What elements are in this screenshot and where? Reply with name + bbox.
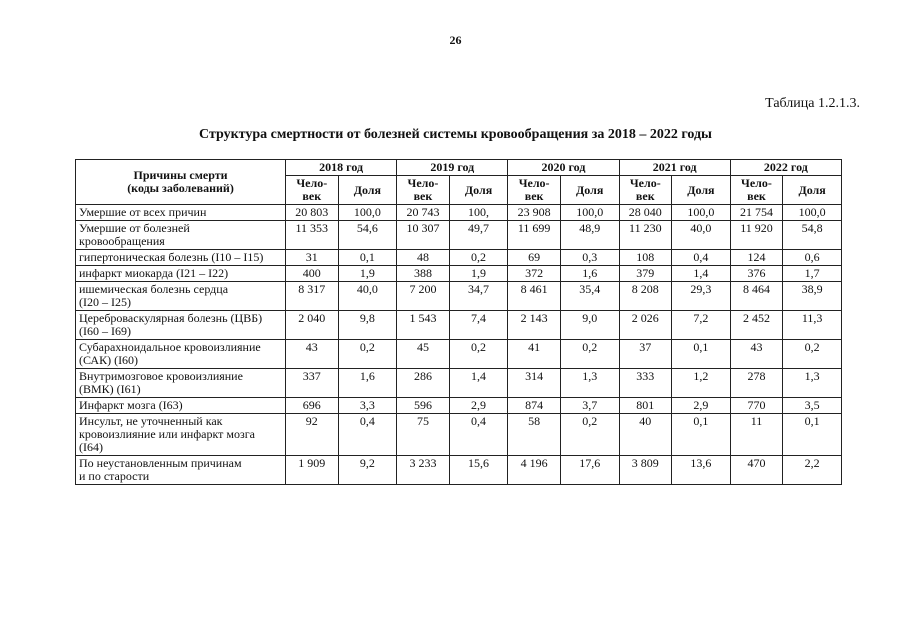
table-row bbox=[76, 340, 842, 369]
cause-line: (I64) bbox=[79, 440, 103, 454]
table-row bbox=[76, 266, 842, 282]
count-cell: 69 bbox=[508, 250, 561, 266]
count-cell: 1 543 bbox=[397, 311, 450, 340]
count-cell: 388 bbox=[397, 266, 450, 282]
count-cell: 337 bbox=[286, 369, 339, 398]
count-cell: 3 233 bbox=[397, 456, 450, 485]
count-cell: 596 bbox=[397, 398, 450, 414]
cause-cell bbox=[76, 266, 286, 282]
count-cell: 801 bbox=[619, 398, 672, 414]
count-header-line: Чело- bbox=[518, 176, 550, 190]
cause-cell bbox=[76, 340, 286, 369]
count-cell: 58 bbox=[508, 414, 561, 456]
cause-line: (САК) (I60) bbox=[79, 353, 139, 367]
share-cell: 0,2 bbox=[560, 414, 619, 456]
count-cell: 43 bbox=[730, 340, 783, 369]
share-cell: 13,6 bbox=[672, 456, 731, 485]
cause-line: ишемическая болезнь сердца bbox=[79, 282, 229, 296]
count-cell: 23 908 bbox=[508, 205, 561, 221]
share-cell: 54,8 bbox=[783, 221, 842, 250]
cause-line: Инсульт, не уточненный как bbox=[79, 414, 223, 428]
count-header-line: век bbox=[413, 189, 433, 203]
share-cell: 15,6 bbox=[449, 456, 508, 485]
count-cell: 400 bbox=[286, 266, 339, 282]
share-column-header: Доля bbox=[338, 176, 397, 205]
count-cell: 43 bbox=[286, 340, 339, 369]
count-cell: 10 307 bbox=[397, 221, 450, 250]
cause-line: и по старости bbox=[79, 469, 150, 483]
table-title: Структура смертности от болезней системы кровообращения за 2018 – 2022 годы bbox=[199, 127, 712, 142]
share-cell: 1,3 bbox=[783, 369, 842, 398]
share-cell: 2,9 bbox=[672, 398, 731, 414]
share-cell: 0,3 bbox=[560, 250, 619, 266]
cause-line: (ВМК) (I61) bbox=[79, 382, 141, 396]
share-cell: 0,4 bbox=[338, 414, 397, 456]
cause-cell bbox=[76, 250, 286, 266]
table-label: Таблица 1.2.1.3. bbox=[765, 96, 860, 111]
share-cell: 1,4 bbox=[449, 369, 508, 398]
share-cell: 7,2 bbox=[672, 311, 731, 340]
table-row bbox=[76, 282, 842, 311]
count-cell: 31 bbox=[286, 250, 339, 266]
share-cell: 0,1 bbox=[672, 414, 731, 456]
share-cell: 0,2 bbox=[560, 340, 619, 369]
cause-header-line: Причины смерти bbox=[133, 168, 228, 182]
count-cell: 874 bbox=[508, 398, 561, 414]
share-cell: 0,1 bbox=[338, 250, 397, 266]
year-header: 2018 год bbox=[286, 160, 397, 176]
share-cell: 1,3 bbox=[560, 369, 619, 398]
cause-line: Цереброваскулярная болезнь (ЦВБ) bbox=[79, 311, 263, 325]
share-cell: 0,6 bbox=[783, 250, 842, 266]
share-cell: 100,0 bbox=[672, 205, 731, 221]
mortality-table bbox=[75, 159, 842, 485]
count-column-header bbox=[286, 176, 339, 205]
share-cell: 0,1 bbox=[783, 414, 842, 456]
share-cell: 0,2 bbox=[449, 340, 508, 369]
share-cell: 1,2 bbox=[672, 369, 731, 398]
count-header-line: Чело- bbox=[407, 176, 439, 190]
share-column-header: Доля bbox=[672, 176, 731, 205]
cause-cell bbox=[76, 205, 286, 221]
share-cell: 7,4 bbox=[449, 311, 508, 340]
count-cell: 108 bbox=[619, 250, 672, 266]
count-cell: 37 bbox=[619, 340, 672, 369]
count-column-header bbox=[619, 176, 672, 205]
share-cell: 100, bbox=[449, 205, 508, 221]
count-header-line: Чело- bbox=[741, 176, 772, 190]
share-cell: 3,5 bbox=[783, 398, 842, 414]
cause-line: инфаркт миокарда (I21 – I22) bbox=[79, 266, 229, 280]
count-cell: 2 143 bbox=[508, 311, 561, 340]
share-cell: 0,1 bbox=[672, 340, 731, 369]
share-cell: 54,6 bbox=[338, 221, 397, 250]
share-cell: 1,9 bbox=[338, 266, 397, 282]
share-column-header: Доля bbox=[449, 176, 508, 205]
cause-cell bbox=[76, 414, 286, 456]
share-cell: 2,2 bbox=[783, 456, 842, 485]
share-cell: 3,3 bbox=[338, 398, 397, 414]
cause-cell bbox=[76, 221, 286, 250]
share-cell: 34,7 bbox=[449, 282, 508, 311]
share-cell: 40,0 bbox=[338, 282, 397, 311]
cause-line: Инфаркт мозга (I63) bbox=[79, 398, 183, 412]
year-header: 2019 год bbox=[397, 160, 508, 176]
count-cell: 314 bbox=[508, 369, 561, 398]
count-cell: 11 bbox=[730, 414, 783, 456]
cause-cell bbox=[76, 311, 286, 340]
count-header-line: век bbox=[524, 189, 544, 203]
header-row-years bbox=[76, 160, 842, 176]
share-cell: 35,4 bbox=[560, 282, 619, 311]
count-cell: 20 743 bbox=[397, 205, 450, 221]
count-cell: 8 208 bbox=[619, 282, 672, 311]
cause-line: Субарахноидальное кровоизлияние bbox=[79, 340, 261, 354]
count-header-line: Чело- bbox=[296, 176, 328, 190]
count-cell: 278 bbox=[730, 369, 783, 398]
share-cell: 49,7 bbox=[449, 221, 508, 250]
cause-line: кровоизлияние или инфаркт мозга bbox=[79, 427, 255, 441]
share-column-header: Доля bbox=[783, 176, 842, 205]
count-cell: 3 809 bbox=[619, 456, 672, 485]
cause-line: Умершие от болезней bbox=[79, 221, 190, 235]
count-cell: 372 bbox=[508, 266, 561, 282]
count-cell: 40 bbox=[619, 414, 672, 456]
share-cell: 40,0 bbox=[672, 221, 731, 250]
count-cell: 8 317 bbox=[286, 282, 339, 311]
count-cell: 11 230 bbox=[619, 221, 672, 250]
year-header: 2020 год bbox=[508, 160, 619, 176]
share-cell: 0,2 bbox=[449, 250, 508, 266]
share-cell: 9,2 bbox=[338, 456, 397, 485]
share-cell: 0,2 bbox=[783, 340, 842, 369]
cause-line: Внутримозговое кровоизлияние bbox=[79, 369, 243, 383]
count-cell: 696 bbox=[286, 398, 339, 414]
count-cell: 8 461 bbox=[508, 282, 561, 311]
share-cell: 38,9 bbox=[783, 282, 842, 311]
cause-line: По неустановленным причинам bbox=[79, 456, 242, 470]
cause-line: гипертоническая болезнь (I10 – I15) bbox=[79, 250, 264, 264]
count-cell: 470 bbox=[730, 456, 783, 485]
cause-line: (I60 – I69) bbox=[79, 324, 131, 338]
share-cell: 17,6 bbox=[560, 456, 619, 485]
count-cell: 45 bbox=[397, 340, 450, 369]
cause-header-line: (коды заболеваний) bbox=[127, 181, 234, 195]
count-column-header bbox=[397, 176, 450, 205]
share-cell: 9,8 bbox=[338, 311, 397, 340]
share-cell: 0,4 bbox=[672, 250, 731, 266]
count-cell: 2 040 bbox=[286, 311, 339, 340]
share-cell: 29,3 bbox=[672, 282, 731, 311]
table-body bbox=[76, 205, 842, 485]
count-cell: 21 754 bbox=[730, 205, 783, 221]
count-cell: 2 026 bbox=[619, 311, 672, 340]
share-cell: 2,9 bbox=[449, 398, 508, 414]
cause-column-header bbox=[76, 160, 286, 205]
count-cell: 2 452 bbox=[730, 311, 783, 340]
share-cell: 100,0 bbox=[560, 205, 619, 221]
table-row bbox=[76, 414, 842, 456]
count-cell: 11 699 bbox=[508, 221, 561, 250]
count-cell: 8 464 bbox=[730, 282, 783, 311]
count-cell: 92 bbox=[286, 414, 339, 456]
count-cell: 11 920 bbox=[730, 221, 783, 250]
year-header: 2022 год bbox=[730, 160, 841, 176]
count-cell: 376 bbox=[730, 266, 783, 282]
share-cell: 0,2 bbox=[338, 340, 397, 369]
count-cell: 75 bbox=[397, 414, 450, 456]
share-cell: 9,0 bbox=[560, 311, 619, 340]
count-cell: 28 040 bbox=[619, 205, 672, 221]
count-cell: 770 bbox=[730, 398, 783, 414]
table-row bbox=[76, 456, 842, 485]
count-column-header bbox=[508, 176, 561, 205]
table-row bbox=[76, 398, 842, 414]
cause-cell bbox=[76, 398, 286, 414]
share-cell: 0,4 bbox=[449, 414, 508, 456]
count-header-line: век bbox=[302, 189, 322, 203]
cause-line: (I20 – I25) bbox=[79, 295, 131, 309]
count-cell: 379 bbox=[619, 266, 672, 282]
cause-cell bbox=[76, 456, 286, 485]
table-row bbox=[76, 221, 842, 250]
count-column-header bbox=[730, 176, 783, 205]
share-cell: 100,0 bbox=[338, 205, 397, 221]
count-header-line: Чело- bbox=[629, 176, 661, 190]
cause-cell bbox=[76, 369, 286, 398]
count-cell: 41 bbox=[508, 340, 561, 369]
share-cell: 1,7 bbox=[783, 266, 842, 282]
share-cell: 1,6 bbox=[338, 369, 397, 398]
count-cell: 20 803 bbox=[286, 205, 339, 221]
share-cell: 1,4 bbox=[672, 266, 731, 282]
cause-line: Умершие от всех причин bbox=[79, 205, 207, 219]
count-cell: 11 353 bbox=[286, 221, 339, 250]
count-cell: 124 bbox=[730, 250, 783, 266]
table-row bbox=[76, 311, 842, 340]
count-cell: 1 909 bbox=[286, 456, 339, 485]
count-header-line: век bbox=[747, 189, 766, 203]
share-cell: 1,6 bbox=[560, 266, 619, 282]
table-row bbox=[76, 205, 842, 221]
table-row bbox=[76, 369, 842, 398]
page-number: 26 bbox=[449, 33, 462, 47]
year-header: 2021 год bbox=[619, 160, 730, 176]
count-cell: 4 196 bbox=[508, 456, 561, 485]
share-cell: 11,3 bbox=[783, 311, 842, 340]
share-cell: 3,7 bbox=[560, 398, 619, 414]
cause-cell bbox=[76, 282, 286, 311]
cause-line: кровообращения bbox=[79, 234, 165, 248]
count-cell: 7 200 bbox=[397, 282, 450, 311]
share-cell: 100,0 bbox=[783, 205, 842, 221]
table-row bbox=[76, 250, 842, 266]
share-cell: 48,9 bbox=[560, 221, 619, 250]
count-cell: 48 bbox=[397, 250, 450, 266]
share-column-header: Доля bbox=[560, 176, 619, 205]
count-header-line: век bbox=[635, 189, 655, 203]
count-cell: 286 bbox=[397, 369, 450, 398]
share-cell: 1,9 bbox=[449, 266, 508, 282]
count-cell: 333 bbox=[619, 369, 672, 398]
